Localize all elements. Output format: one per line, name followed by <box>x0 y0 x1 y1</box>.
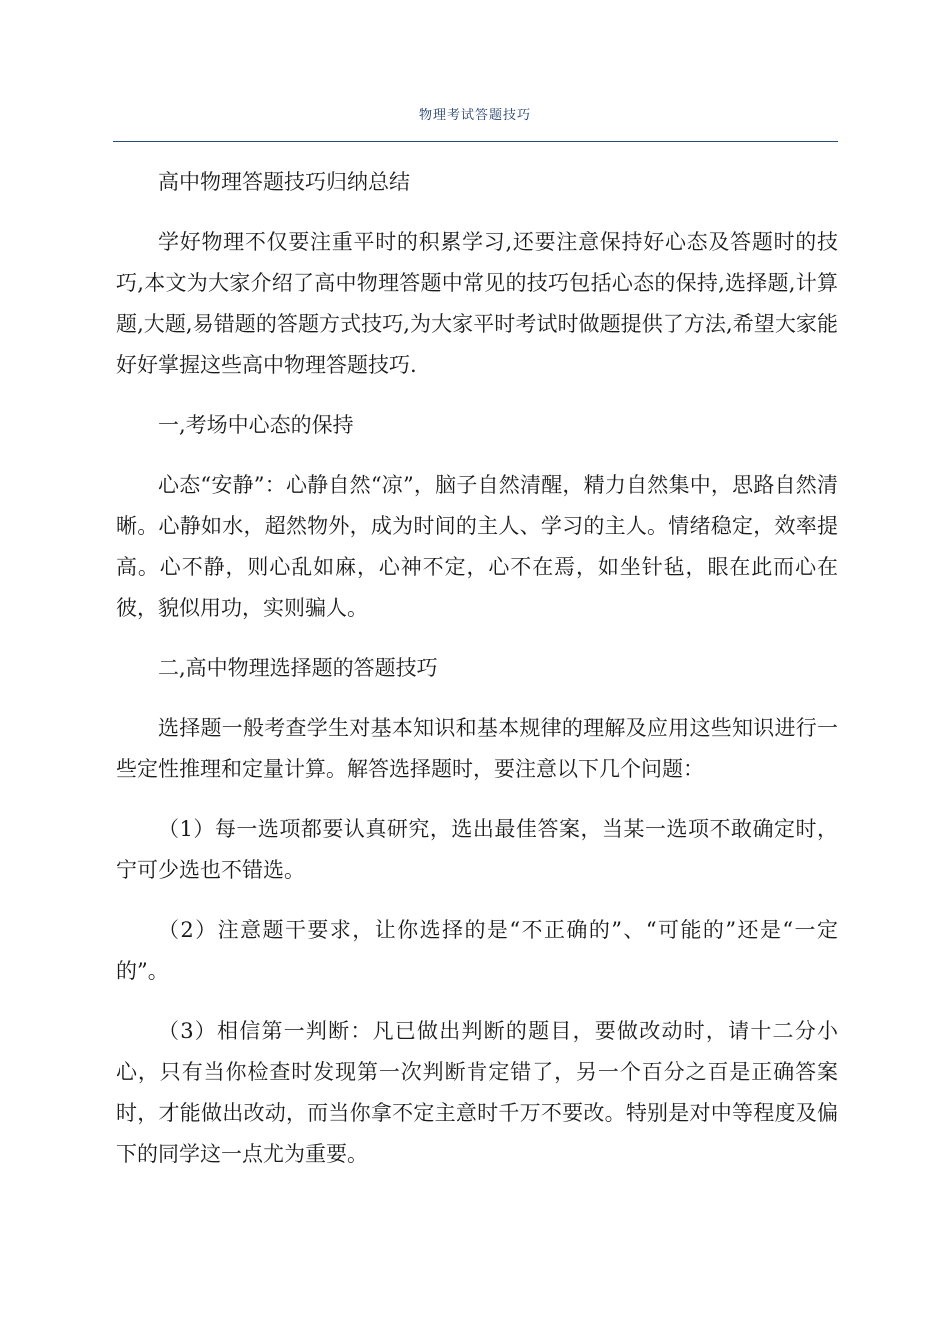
document-body <box>116 162 838 1194</box>
section-2-heading: 二,高中物理选择题的答题技巧 <box>158 656 438 680</box>
list-item-3: （3）相信第一判断：凡已做出判断的题目，要做改动时，请十二分小心，只有当你检查时发现第一次判断肯定错了，另一个百分之百是正确答案时，才能做出改动，而当你拿不定主意时千万不要改。特别是对中等程度及偏下的同学这一点尤为重要。 <box>116 1019 838 1166</box>
page-header-title: 物理考试答题技巧 <box>418 108 531 123</box>
header-divider <box>113 141 838 142</box>
section-2-paragraph: 选择题一般考查学生对基本知识和基本规律的理解及应用这些知识进行一些定性推理和定量计算。解答选择题时，要注意以下几个问题： <box>116 716 838 781</box>
intro-paragraph: 学好物理不仅要注重平时的积累学习,还要注意保持好心态及答题时的技巧,本文为大家介绍了高中物理答题中常见的技巧包括心态的保持,选择题,计算题,大题,易错题的答题方式技巧,为大家平时考试时做题提供了方法,希望大家能好好掌握这些高中物理答题技巧. <box>116 230 838 377</box>
list-item-2: （2）注意题干要求，让你选择的是“不正确的”、“可能的”还是“一定的”。 <box>116 918 838 983</box>
list-item-1: （1）每一选项都要认真研究，选出最佳答案，当某一选项不敢确定时，宁可少选也不错选。 <box>116 817 838 882</box>
document-title: 高中物理答题技巧归纳总结 <box>158 170 410 194</box>
section-1-heading: 一,考场中心态的保持 <box>158 413 354 437</box>
section-1-paragraph: 心态“安静”：心静自然“凉”，脑子自然清醒，精力自然集中，思路自然清晰。心静如水，超然物外，成为时间的主人、学习的主人。情绪稳定，效率提高。心不静，则心乱如麻，心神不定，心不在焉，如坐针毡，眼在此而心在彼，貌似用功，实则骗人。 <box>116 473 838 620</box>
